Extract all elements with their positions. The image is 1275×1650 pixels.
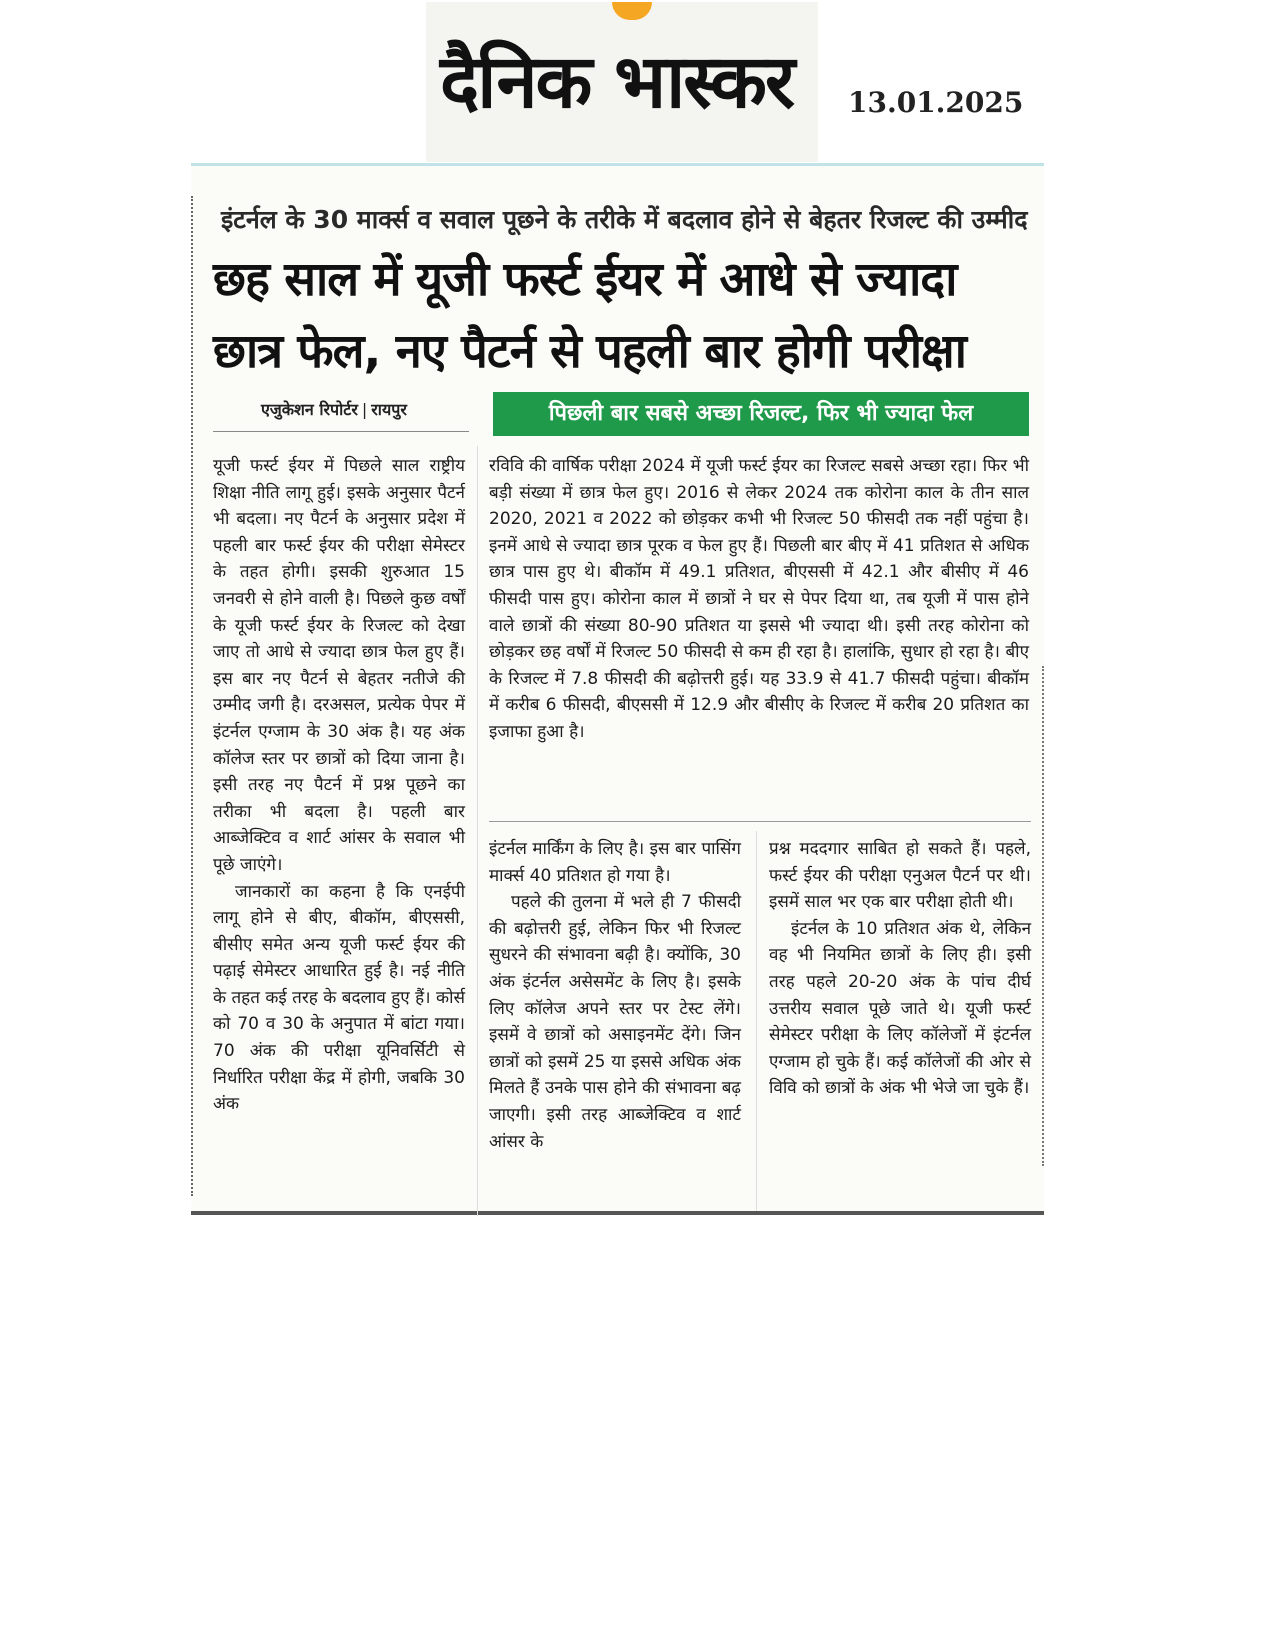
paragraph: यूजी फर्स्ट ईयर में पिछले साल राष्ट्रीय शिक्षा नीति लागू हुई। इसके अनुसार पैटर्न भी बदला। नए पैटर्न के अनुसार प्रदेश में पहली बार फर्स्ट ईयर की परीक्षा सेमेस्टर के तहत होगी। इसकी शुरुआत 15 जनवरी से होने वाली है। पिछले कुछ वर्षों के यूजी फर्स्ट ईयर के रिजल्ट को देखा जाए तो आधे से ज्यादा छात्र फेल हुए हैं। इस बार नए पैटर्न से बेहतर नतीजे की उम्मीद जगी है। दरअसल, प्रत्येक पेपर में इंटर्नल एग्जाम के 30 अंक है। यह अंक कॉलेज स्तर पर छात्रों को दिया जाना है। इसी तरह नए पैटर्न में प्रश्न पूछने का तरीका भी बदला है। पहली बार आब्जेक्टिव व शार्ट आंसर के सवाल भी पूछे जाएंगे। xyxy=(213,456,465,875)
divider xyxy=(213,431,469,432)
paragraph: प्रश्न मददगार साबित हो सकते हैं। पहले, फर्स्ट ईयर की परीक्षा एनुअल पैटर्न पर थी। इसमें साल भर एक बार परीक्षा होती थी। xyxy=(769,839,1031,913)
article-column-right xyxy=(769,836,1031,1102)
article-column-middle xyxy=(489,836,741,1155)
clipping-edge xyxy=(191,196,195,1196)
article-subhead: पिछली बार सबसे अच्छा रिजल्ट, फिर भी ज्यादा फेल xyxy=(493,392,1029,436)
publication-date: 13.01.2025 xyxy=(848,86,1024,119)
article-kicker: इंटर्नल के 30 मार्क्स व सवाल पूछने के तरीके में बदलाव होने से बेहतर रिजल्ट की उम्मीद xyxy=(221,205,1028,234)
paragraph: इंटर्नल के 10 प्रतिशत अंक थे, लेकिन वह भी नियमित छात्रों के लिए ही। इसी तरह पहले 20-20 अंक के पांच दीर्घ उत्तरीय सवाल पूछे जाते थे। यूजी फर्स्ट सेमेस्टर परीक्षा के लिए कॉलेजों में इंटर्नल एग्जाम हो चुके हैं। कई कॉलेजों की ओर से विवि को छात्रों के अंक भी भेजे जा चुके हैं। xyxy=(769,918,1031,1099)
column-divider xyxy=(756,831,757,1211)
clipping-edge xyxy=(1040,666,1044,1166)
divider xyxy=(489,821,1031,822)
byline-separator: | xyxy=(361,400,368,419)
byline-location: रायपुर xyxy=(371,400,407,419)
article-column-results xyxy=(489,453,1029,746)
article-byline xyxy=(261,398,407,420)
paragraph: रविवि की वार्षिक परीक्षा 2024 में यूजी फर्स्ट ईयर का रिजल्ट सबसे अच्छा रहा। फिर भी बड़ी संख्या में छात्र फेल हुए। 2016 से लेकर 2024 तक कोरोना काल के तीन साल 2020, 2021 व 2022 को छोड़कर कभी भी रिजल्ट 50 फीसदी तक नहीं पहुंचा है। इनमें आधे से ज्यादा छात्र पूरक व फेल हुए हैं। पिछली बार बीए में 41 प्रतिशत से अधिक छात्र पास हुए थे। बीकॉम में 49.1 प्रतिशत, बीएससी में 42.1 और बीसीए में 46 फीसदी पास हुए। कोरोना काल में छात्रों ने घर से पेपर दिया था, तब यूजी में पास होने वाले छात्रों की संख्या 80-90 प्रतिशत या इससे भी ज्यादा थी। इसी तरह कोरोना को छोड़कर छह वर्षों में रिजल्ट 50 फीसदी से कम ही रहा है। हालांकि, सुधार हो रहा है। बीए के रिजल्ट में 7.8 फीसदी की बढ़ोत्तरी हुई। यह 33.9 से 41.7 फीसदी पहुंचा। बीकॉम में करीब 6 फीसदी, बीएससी में 12.9 और बीसीए के रिजल्ट में करीब 20 प्रतिशत का इजाफा हुआ है। xyxy=(489,456,1029,742)
article-headline: छह साल में यूजी फर्स्ट ईयर में आधे से ज्यादा छात्र फेल, नए पैटर्न से पहली बार होगी परीक्षा xyxy=(213,252,966,379)
article-column-left xyxy=(213,453,465,1118)
masthead xyxy=(426,2,818,162)
newspaper-brand: दैनिक भास्कर xyxy=(440,39,794,125)
paragraph: पहले की तुलना में भले ही 7 फीसदी की बढ़ोत्तरी हुई, लेकिन फिर भी रिजल्ट सुधरने की संभावना बढ़ी है। क्योंकि, 30 अंक इंटर्नल असेसमेंट के लिए है। इसके लिए कॉलेज अपने स्तर पर टेस्ट लेंगे। इसमें वे छात्रों को असाइनमेंट देंगे। जिन छात्रों को इसमें 25 या इससे अधिक अंक मिलते हैं उनके पास होने की संभावना बढ़ जाएगी। इसी तरह आब्जेक्टिव व शार्ट आंसर के xyxy=(489,892,741,1152)
sun-logo-icon xyxy=(612,2,652,20)
column-divider xyxy=(477,446,478,1216)
news-clipping xyxy=(191,163,1044,1215)
paragraph: जानकारों का कहना है कि एनईपी लागू होने से बीए, बीकॉम, बीएससी, बीसीए समेत अन्य यूजी फर्स्ट ईयर की पढ़ाई सेमेस्टर आधारित हुई है। नई नीति के तहत कई तरह के बदलाव हुए हैं। कोर्स को 70 व 30 के अनुपात में बांटा गया। 70 अंक की परीक्षा यूनिवर्सिटी से निर्धारित परीक्षा केंद्र में होगी, जबकि 30 अंक xyxy=(213,881,465,1115)
byline-reporter: एजुकेशन रिपोर्टर xyxy=(261,400,358,419)
paragraph: इंटर्नल मार्किंग के लिए है। इस बार पासिंग मार्क्स 40 प्रतिशत हो गया है। xyxy=(489,839,741,886)
